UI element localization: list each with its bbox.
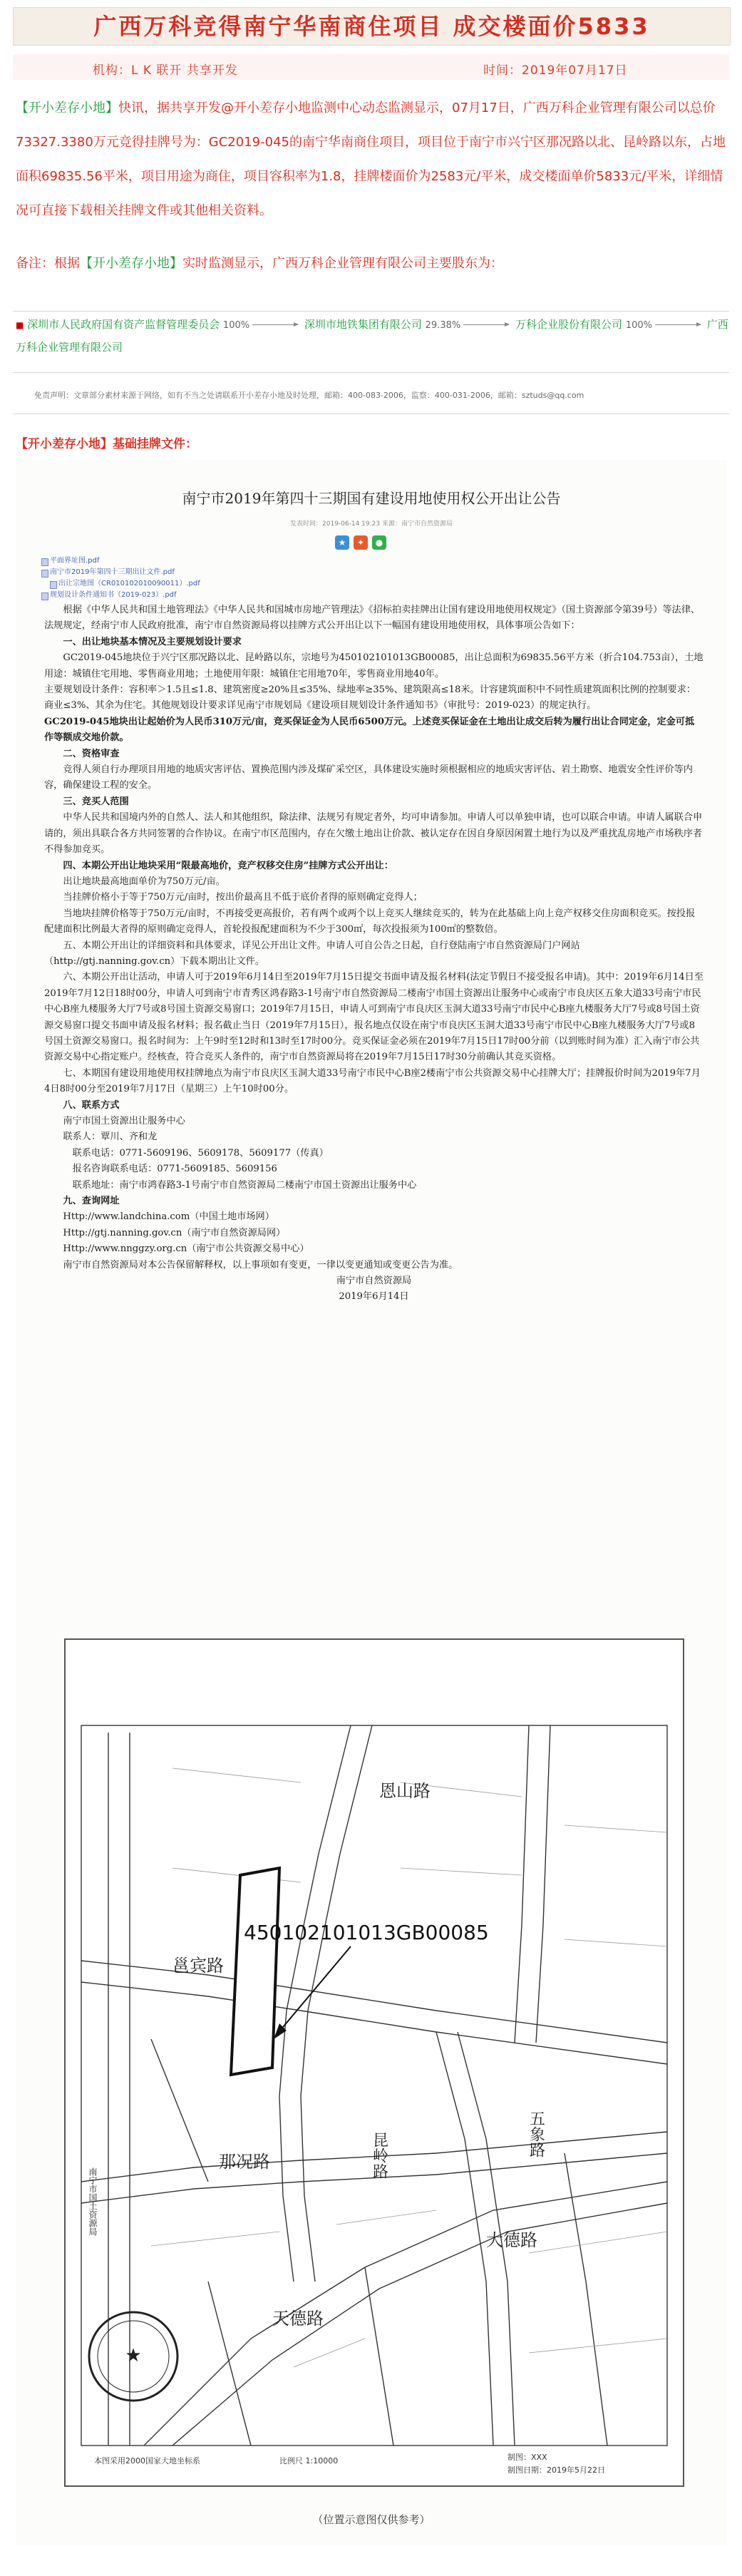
doc-paragraph: Http://gtj.nanning.gov.cn（南宁市自然资源局网） — [63, 1227, 286, 1238]
map-caption: （位置示意图仅供参考） — [312, 2513, 431, 2526]
share-buttons — [335, 535, 391, 550]
parcel-label: 450102101013GB00085 — [244, 1921, 489, 1944]
doc-title: 南宁市2019年第四十三期国有建设用地使用权公开出让公告 — [182, 490, 561, 507]
shareholder-chain — [16, 314, 728, 358]
disclaimer: 免责声明：文章部分素材来源于网络，如有不当之处请联系开小差存小地及时处理，邮箱：400-083-2006，监察：400-031-2006，邮箱：sztuds@qq.com — [34, 391, 584, 400]
holder-pct: 29.38% — [425, 320, 461, 331]
map-footer-right: 制图：XXX — [507, 2453, 547, 2462]
lead-tag: 【开小差存小地】 — [16, 101, 118, 116]
share-qzone-icon[interactable]: ★ — [335, 535, 349, 550]
doc-paragraph: 根据《中华人民共和国土地管理法》《中华人民共和国城市房地产管理法》《招标拍卖挂牌出让国有建设用地使用权规定》（国土资源部令第39号）等法律、法规规定，经南宁市人民政府批准，南宁市自然资源局将以挂牌方式公开出让以下一幅国有建设用地使用权，具体事项公告如下： — [44, 605, 701, 632]
doc-paragraph: 南宁市自然资源局对本公告保留解释权，以上事项如有变更，一律以变更通知或变更公告为准。 — [63, 1259, 458, 1271]
parcel-outline — [231, 1868, 279, 2075]
holder-link[interactable]: 深圳市人民政府国有资产监督管理委员会 — [27, 318, 220, 331]
holder-link[interactable]: 广西万科企业管理有限公司 — [16, 318, 728, 354]
doc-paragraph: 2019年6月14日 — [339, 1291, 409, 1303]
doc-paragraph: 竞得人须自行办理项目用地的地质灾害评估、置换范围内涉及煤矿采空区，具体建设实施时须根据相应的地质灾害评估、岩土勘察、地震安全性评价等内容，确保建设工程的安全。 — [44, 764, 693, 791]
road-label: 恩山路 — [379, 1781, 431, 1801]
attachment-link[interactable]: 出让宗地图（CR010102010090011）.pdf — [48, 578, 200, 590]
doc-paragraph: 中华人民共和国境内外的自然人、法人和其他组织，除法律、法规另有规定者外，均可申请参加。申请人可以单独申请，也可以联合申请。申请人属联合申请的，须出具联合各方共同签署的合作协议。在南宁市区范围内，存在欠缴土地出让价款、被认定存在因自身原因闲置土地行为以及严重扰乱房地产市场秩序者不得参加竞买。 — [44, 812, 703, 856]
doc-paragraph: 联系地址：南宁市鸿春路3-1号南宁市自然资源局二楼南宁市国土资源出让服务中心 — [63, 1179, 417, 1191]
holder-link[interactable]: 万科企业股份有限公司 — [515, 318, 623, 331]
attachment-link[interactable]: 平面界址图.pdf — [40, 555, 200, 567]
doc-paragraph: 三、竞买人范围 — [63, 796, 129, 807]
org-text: 机构：L K 联开 共享开发 — [93, 63, 238, 78]
meta-bar — [13, 54, 729, 80]
doc-paragraph: 联系人：覃川、齐和龙 — [63, 1132, 158, 1143]
map-footer-scale: 比例尺 1:10000 — [279, 2456, 339, 2465]
road-label: 那况路 — [219, 2152, 270, 2172]
doc-paragraph: 四、本期公开出让地块采用“限最高地价，竞产权移交住房”挂牌方式公开出让： — [63, 860, 393, 871]
lead-paragraph — [16, 91, 728, 228]
road-label: 邕宾路 — [172, 1956, 224, 1976]
note-tag: 【开小差存小地】 — [80, 256, 182, 271]
doc-paragraph: GC2019-045地块位于兴宁区那况路以北、昆岭路以东，宗地号为450102101013GB00085，出让总面积为69835.56平方米（折合104.753亩），土地用途：城镇住宅用地、零售商业用地；土地使用年限：城镇住宅用地70年，零售商业用地40年。 — [44, 652, 704, 679]
note-text: 实时监测显示，广西万科企业管理有限公司主要股东为： — [182, 256, 503, 271]
doc-subtitle: 发表时间：2019-06-14 19:23 来源：南宁市自然资源局 — [290, 520, 453, 528]
doc-paragraph: 七、本期国有建设用地使用权挂牌地点为南宁市良庆区玉洞大道33号南宁市民中心B座2楼南宁市公共资源交易中心挂牌大厅；挂牌报价时间为2019年7月4日8时00分至2019年7月17日（星期三）上午10时00分。 — [44, 1067, 701, 1095]
doc-paragraph: 八、联系方式 — [63, 1099, 120, 1111]
road-label: 大德路 — [486, 2230, 537, 2250]
page-title: 广西万科竞得南宁华南商住项目 成交楼面价5833 — [93, 13, 650, 40]
share-weibo-icon[interactable]: ✦ — [354, 535, 368, 550]
doc-paragraph: 一、出让地块基本情况及主要规划设计要求 — [63, 636, 242, 647]
notice-document — [16, 460, 727, 2545]
doc-paragraph: GC2019-045地块出让起始价为人民币310万元/亩，竞买保证金为人民币6500万元。上述竞买保证金在土地出让成交后转为履行出让合同定金，定金可抵作等额成交地价款。 — [44, 716, 695, 744]
doc-paragraph: 六、本期公开出让活动，申请人可于2019年6月14日至2019年7月15日提交书面申请及报名材料(法定节假日不接受报名申请)。其中：2019年6月14日至2019年7月12日18时00分，申请人可到南宁市青秀区鸿春路3-1号南宁市自然资源局二楼南宁市国土资源出让服务中心或南宁市良庆区五象大道33号南宁市民中心B座九楼服务大厅7号或8号国土资源交易窗口；2019年7月15日，申请人可到南宁市良庆区玉洞大道33号南宁市民中心B座九楼服务大厅7号或8号国土资源交易窗口提交书面申请及报名材料；报名截止当日（2019年7月15日），报名地点仅设在南宁市良庆区玉洞大道33号南宁市民中心B座九楼服务大厅7号或8号国土资源交易窗口。报名时间为：上午9时至12时和13时至17时00分。竞买保证金必须在2019年7月15日17时00分前（以到账时间为准）汇入南宁市公共资源交易中心指定账户。经核查，符合竞买人条件的，南宁市自然资源局将在2019年7月15日17时30分前确认其竞买资格。 — [44, 972, 704, 1063]
svg-text:★: ★ — [125, 2345, 142, 2366]
road-label: 天德路 — [272, 2309, 324, 2329]
doc-paragraph: 当地块挂牌价格等于750万元/亩时，不再接受更高报价，若有两个或两个以上竞买人继续竞买的，转为在此基础上向上竞产权移交住房面积竞买。按投报配建面积比例最大者得的原则确定竞得人，首轮投报配建面积为不少于300㎡，每次投报须为100㎡的整数倍。 — [44, 908, 696, 935]
doc-paragraph: 南宁市国土资源出让服务中心 — [63, 1116, 185, 1127]
holder-pct: 100% — [222, 320, 250, 331]
bullet-icon: ■ — [16, 320, 24, 330]
title-banner — [13, 7, 731, 46]
doc-paragraph: 当挂牌价格小于等于750万元/亩时，按出价最高且不低于底价者得的原则确定竞得人； — [63, 892, 423, 903]
map-footer-date: 制图日期：2019年5月22日 — [507, 2465, 605, 2475]
map-svg — [66, 1640, 683, 2485]
doc-paragraph: 联系电话：0771-5609196、5609178、5609177（传真） — [63, 1147, 329, 1159]
divider — [13, 372, 729, 373]
doc-paragraph: 五、本期公开出让的详细资料和具体要求，详见公开出让文件。申请人可自公告之日起，自行登陆南宁市自然资源局门户网站（http://gtj.nanning.gov.cn）下载本期出让文件。 — [44, 940, 580, 967]
divider — [13, 311, 729, 312]
doc-paragraph: 主要规划设计条件：容积率＞1.5且≤1.8、建筑密度≥20%且≤35%、绿地率≥35%、建筑限高≤18米。计容建筑面积中不同性质建筑面积比例的控制要求：商业≤3%、其余为住宅。其他规划设计要求详见南宁市规划局《建设项目规划设计条件通知书》（审批号：2019-023）的规定执行。 — [44, 684, 696, 712]
doc-paragraph: Http://www.nnggzy.org.cn（南宁市公共资源交易中心） — [63, 1243, 309, 1255]
attachment-list — [40, 555, 200, 601]
holder-pct: 100% — [625, 320, 652, 331]
date-text: 时间：2019年07月17日 — [483, 63, 628, 78]
doc-paragraph: 南宁市自然资源局 — [336, 1276, 412, 1287]
doc-paragraph: 出让地块最高地面单价为750万元/亩。 — [63, 876, 225, 887]
doc-paragraph: Http://www.landchina.com（中国土地市场网） — [63, 1211, 274, 1223]
parcel-location-map — [64, 1638, 684, 2487]
doc-body — [44, 602, 704, 1305]
attachment-link[interactable]: 规划设计条件通知书（2019-023）.pdf — [40, 590, 200, 601]
doc-paragraph: 二、资格审查 — [63, 748, 120, 759]
share-wechat-icon[interactable]: ● — [372, 535, 386, 550]
section-label: 【开小差存小地】基础挂牌文件： — [16, 437, 197, 451]
doc-paragraph: 九、查询网址 — [63, 1196, 120, 1207]
arrow-icon — [252, 324, 298, 325]
note-prefix: 备注：根据 — [16, 256, 80, 271]
doc-paragraph: 报名咨询联系电话：0771-5609185、5609156 — [63, 1164, 277, 1175]
arrow-icon — [655, 324, 701, 325]
side-label: 南宁市国土资源局 — [88, 2167, 98, 2236]
road-label: 昆岭路 — [370, 2132, 388, 2179]
road-label: 五象路 — [527, 2110, 545, 2157]
holder-link[interactable]: 深圳市地铁集团有限公司 — [304, 318, 422, 331]
map-footer-left: 本图采用2000国家大地坐标系 — [94, 2456, 200, 2465]
lead-text: 快讯，据共享开发@开小差存小地监测中心动态监测显示，07月17日，广西万科企业管理有限公司以总价73327.3380万元竞得挂牌号为：GC2019-045的南宁华南商住项目，项目位于南宁市兴宁区那况路以北、昆岭路以东，占地面积69835.56平米，项目用途为商住，项目容积率为1.8，挂牌楼面价为2583元/平米，成交楼面单价5833元/平米，详细情况可直接下载相关挂牌文件或其他相关资料。 — [16, 101, 726, 218]
shareholder-note — [16, 250, 728, 278]
arrow-icon — [463, 324, 509, 325]
attachment-link[interactable]: 南宁市2019年第四十三期出让文件.pdf — [40, 567, 200, 578]
